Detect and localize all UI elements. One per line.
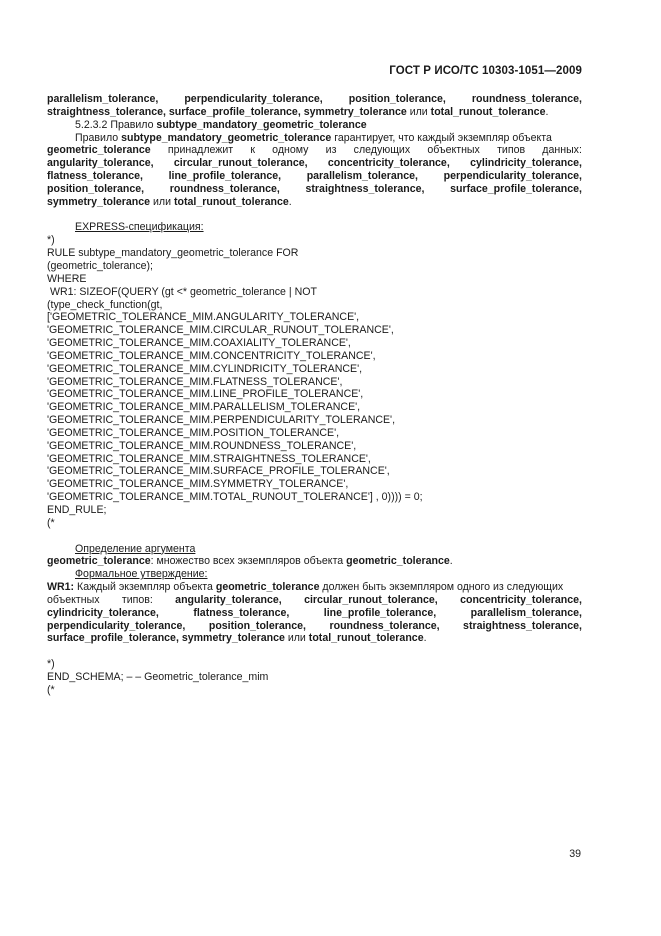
code-line: 'GEOMETRIC_TOLERANCE_MIM.LINE_PROFILE_TOLERANCE', [47, 388, 364, 401]
argdef-label: Определение аргумента [75, 542, 196, 555]
code-line: RULE subtype_mandatory_geometric_tolerance FOR [47, 247, 299, 260]
intro-line-2: straightness_tolerance, surface_profile_tolerance, symmetry_tolerance или total_runout_tolerance. [47, 105, 549, 118]
code-line: 'GEOMETRIC_TOLERANCE_MIM.CONCENTRICITY_TOLERANCE', [47, 349, 376, 362]
code-line: 'GEOMETRIC_TOLERANCE_MIM.TOTAL_RUNOUT_TOLERANCE'] , 0)))) = 0; [47, 491, 423, 504]
code-line: 'GEOMETRIC_TOLERANCE_MIM.CYLINDRICITY_TOLERANCE', [47, 362, 363, 375]
code-line: (geometric_tolerance); [47, 259, 153, 272]
code-line: 'GEOMETRIC_TOLERANCE_MIM.SURFACE_PROFILE_TOLERANCE', [47, 465, 390, 478]
code-line: 'GEOMETRIC_TOLERANCE_MIM.PERPENDICULARITY_TOLERANCE', [47, 414, 396, 427]
formal-line-5: surface_profile_tolerance, symmetry_tolerance или total_runout_tolerance. [47, 632, 427, 645]
formal-line-4: perpendicularity_tolerance, position_tolerance, roundness_tolerance, straightness_tolerance, [47, 619, 582, 632]
code-line: 'GEOMETRIC_TOLERANCE_MIM.CIRCULAR_RUNOUT_TOLERANCE', [47, 324, 394, 337]
formal-label: Формальное утверждение: [75, 568, 208, 581]
express-label: EXPRESS-спецификация: [75, 221, 204, 234]
code-line: (type_check_function(gt, [47, 298, 163, 311]
spacer [47, 209, 582, 222]
section-para-line-1: Правило subtype_mandatory_geometric_tolerance гарантирует, что каждый экземпляр объекта [75, 131, 552, 144]
code-line: 'GEOMETRIC_TOLERANCE_MIM.PARALLELISM_TOLERANCE', [47, 401, 361, 414]
code-line: 'GEOMETRIC_TOLERANCE_MIM.FLATNESS_TOLERANCE', [47, 375, 343, 388]
section-heading: 5.2.3.2 Правило subtype_mandatory_geometric_tolerance [75, 118, 367, 131]
document-header: ГОСТ Р ИСО/ТС 10303-1051—2009 [389, 65, 582, 77]
code-line: END_SCHEMA; – – Geometric_tolerance_mim [47, 670, 269, 683]
code-line: 'GEOMETRIC_TOLERANCE_MIM.SYMMETRY_TOLERANCE', [47, 478, 349, 491]
code-line: 'GEOMETRIC_TOLERANCE_MIM.COAXIALITY_TOLERANCE', [47, 337, 351, 350]
code-line: WR1: SIZEOF(QUERY (gt <* geometric_tolerance | NOT [47, 285, 317, 298]
page-number: 39 [569, 848, 581, 860]
code-line: 'GEOMETRIC_TOLERANCE_MIM.STRAIGHTNESS_TOLERANCE', [47, 452, 371, 465]
section-para-line-4: flatness_tolerance, line_profile_tolerance, parallelism_tolerance, perpendicularity_tolerance, [47, 170, 582, 183]
formal-line-3: cylindricity_tolerance, flatness_tolerance, line_profile_tolerance, parallelism_tolerance, [47, 606, 582, 619]
code-line: *) [47, 234, 55, 247]
formal-line-2: объектных типов: angularity_tolerance, circular_runout_tolerance, concentricity_tolerance, [47, 593, 582, 606]
schema-end-block [47, 658, 582, 697]
intro-line-1: parallelism_tolerance, perpendicularity_tolerance, position_tolerance, roundness_tolerance, [47, 93, 582, 105]
express-code-block [47, 234, 582, 529]
argdef-line: geometric_tolerance: множество всех экземпляров объекта geometric_tolerance. [47, 555, 453, 568]
formal-line-1: WR1: Каждый экземпляр объекта geometric_tolerance должен быть экземпляром одного из следующих [47, 581, 564, 594]
code-line: 'GEOMETRIC_TOLERANCE_MIM.ROUNDNESS_TOLERANCE', [47, 439, 357, 452]
code-line: END_RULE; [47, 504, 107, 516]
section-para-line-6: symmetry_tolerance или total_runout_tolerance. [47, 195, 292, 208]
code-line: (* [47, 683, 55, 696]
code-line: *) [47, 658, 55, 671]
section-para-line-5: position_tolerance, roundness_tolerance, straightness_tolerance, surface_profile_tolerance, [47, 182, 582, 195]
code-line: 'GEOMETRIC_TOLERANCE_MIM.POSITION_TOLERANCE', [47, 426, 340, 439]
spacer [47, 530, 582, 543]
code-line: WHERE [47, 272, 87, 285]
section-para-line-2: geometric_tolerance принадлежит к одному из следующих объектных типов данных: [47, 144, 582, 157]
code-line: (* [47, 516, 55, 529]
spacer [47, 645, 582, 658]
document-body [47, 93, 582, 697]
section-para-line-3: angularity_tolerance, circular_runout_tolerance, concentricity_tolerance, cylindricity_tolerance, [47, 157, 582, 170]
code-line: ['GEOMETRIC_TOLERANCE_MIM.ANGULARITY_TOLERANCE', [47, 311, 360, 324]
